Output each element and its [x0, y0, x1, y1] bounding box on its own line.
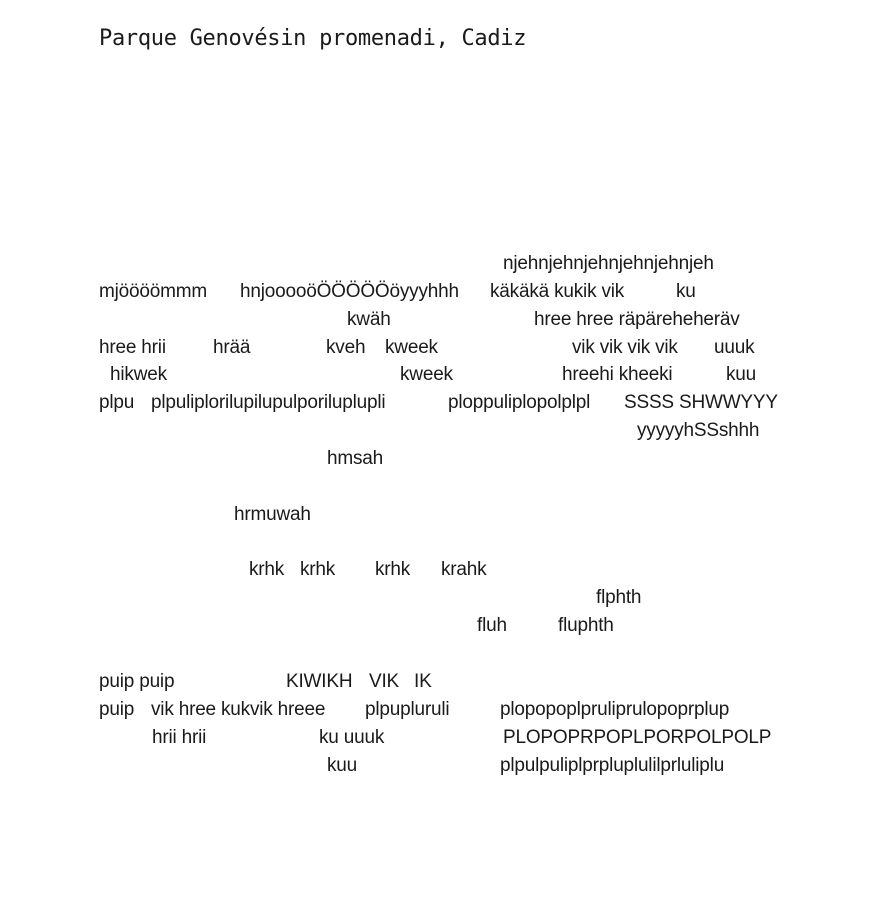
sound-vik-vik: vik vik vik vik [572, 337, 678, 358]
sound-kuu: kuu [327, 755, 358, 776]
sound-mjoommm: mjöööömmm [99, 281, 207, 302]
page-title: Parque Genovésin promenadi, Cadiz [99, 26, 527, 51]
sound-plpu: plpu [99, 392, 135, 413]
sound-hraa: hrää [213, 337, 251, 358]
sound-plpulpuli: plpulpuliplprpluplulilprluliplu [500, 755, 725, 776]
sound-plopopopl: plopopoplpruliprulopoprplup [500, 699, 730, 720]
sound-kweek: kweek [385, 337, 438, 358]
sound-kwah: kwäh [347, 309, 391, 330]
sound-hree-hree: hree hree räpäreheheräv [534, 309, 740, 330]
sound-ku: ku [676, 281, 696, 302]
sound-kveh: kveh [326, 337, 366, 358]
sound-krahk: krahk [441, 559, 487, 580]
sound-yyyyyh: yyyyyhSSshhh [637, 420, 760, 441]
sound-kiwikh: KIWIKH [286, 671, 353, 692]
sound-ssss: SSSS SHWWYYY [624, 392, 778, 413]
sound-uuuk: uuuk [714, 337, 755, 358]
sound-kweek: kweek [400, 364, 453, 385]
sound-fluphth: fluphth [558, 615, 614, 636]
sound-krhk: krhk [249, 559, 285, 580]
sound-ik: IK [414, 671, 432, 692]
sound-hree-hrii: hree hrii [99, 337, 166, 358]
sound-hrii-hrii: hrii hrii [152, 727, 207, 748]
sound-puip: puip [99, 699, 135, 720]
sound-kuu: kuu [726, 364, 757, 385]
sound-puip-puip: puip puip [99, 671, 175, 692]
sound-hnjoooo: hnjooooöÖÖÖÖÖöyyyhhh [240, 281, 459, 302]
sound-plpulipl: plpuliplorilupilupulporiluplupli [151, 392, 386, 413]
sound-krhk: krhk [375, 559, 411, 580]
sound-kakaka: käkäkä kukik vik [490, 281, 625, 302]
sound-vik-hree: vik hree kukvik hreee [151, 699, 326, 720]
sound-ku-uuuk: ku uuuk [319, 727, 385, 748]
sound-hikwek: hikwek [110, 364, 167, 385]
sound-hreehi: hreehi kheeki [562, 364, 673, 385]
sound-ploppuli: ploppuliplopolplpl [448, 392, 591, 413]
sound-fluh: fluh [477, 615, 507, 636]
sound-krhk: krhk [300, 559, 336, 580]
sound-hmsah: hmsah [327, 448, 384, 469]
sound-njehnjeh: njehnjehnjehnjehnjehnjeh [503, 253, 714, 274]
sound-plpupluruli: plpupluruli [365, 699, 450, 720]
sound-vik: VIK [369, 671, 400, 692]
sound-flphth: flphth [596, 587, 642, 608]
sound-hrmuwah: hrmuwah [234, 504, 311, 525]
sound-plopoprpo: PLOPOPRPOPLPORPOLPOLP [503, 727, 772, 748]
